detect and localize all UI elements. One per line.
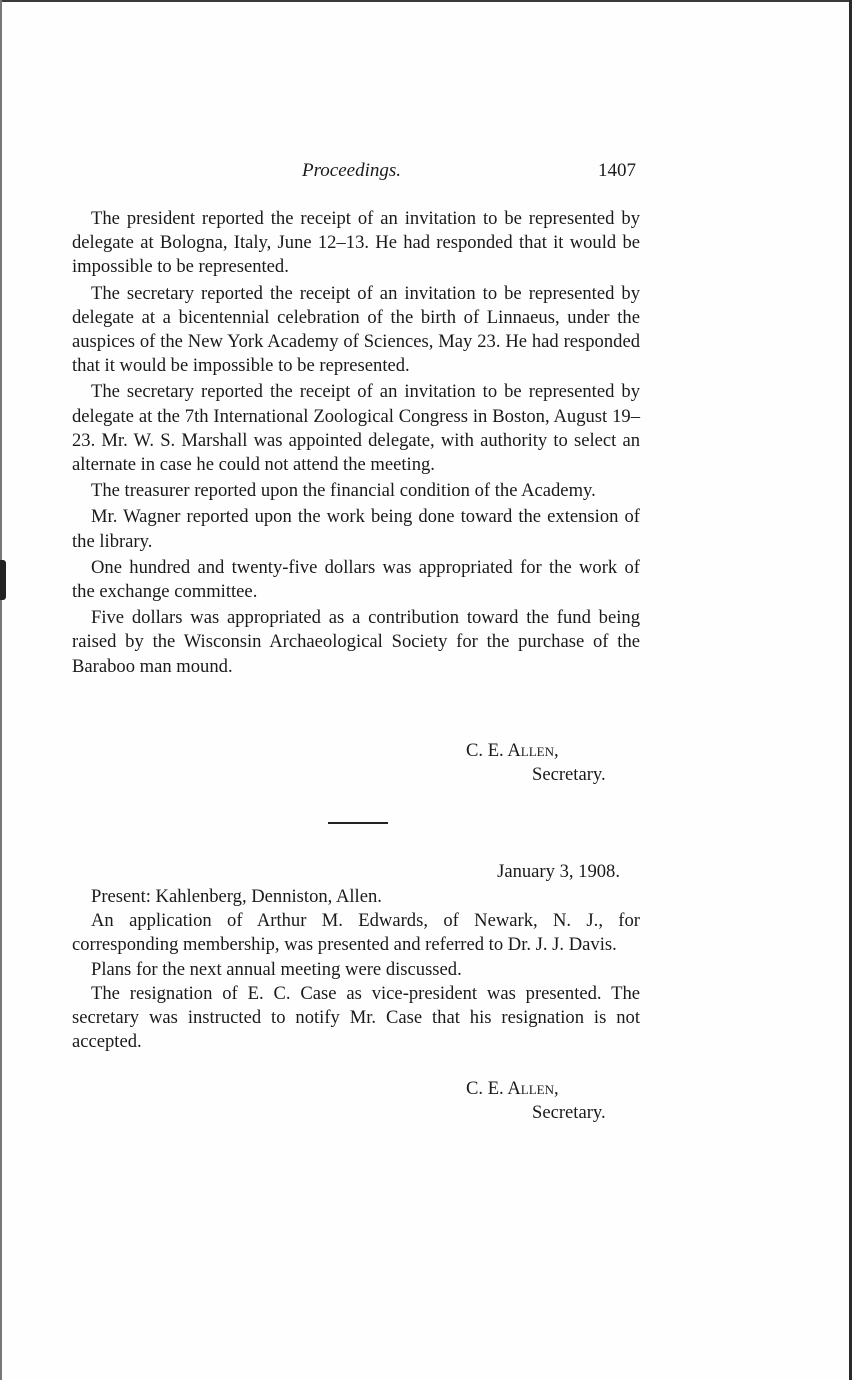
paragraph-zoological-congress: The secretary reported the receipt of an invitation to be represented by delegate at the 7th International Zoological Congress in Boston, August 19–23. Mr. W. S. Marshall was appointed delegate, with authority to select an alternate in case he could not attend the meeting. — [72, 381, 640, 476]
paragraph-present: Present: Kahlenberg, Denniston, Allen. — [91, 886, 382, 907]
paragraph-linnaeus-invitation: The secretary reported the receipt of an invitation to be represented by delegate at a bicentennial celebration of the birth of Linnaeus, under the auspices of the New York Academy of Sciences, May 23. He had responded that it would be impossible to be represented. — [72, 282, 640, 377]
signature-name-1: C. E. Allen, — [466, 740, 559, 761]
paragraph-treasurer-report: The treasurer reported upon the financial condition of the Academy. — [91, 480, 596, 502]
page-left-edge — [0, 0, 2, 1380]
section-divider — [328, 822, 388, 824]
page-header — [72, 160, 640, 188]
page-top-edge — [0, 0, 852, 2]
paragraph-edwards-application: An application of Arthur M. Edwards, of Newark, N. J., for corresponding membership, was presented and referred to Dr. J. J. Davis. — [72, 910, 640, 956]
paragraph-exchange-committee: One hundred and twenty-five dollars was appropriated for the work of the exchange committee. — [72, 556, 640, 603]
page-number: 1407 — [598, 160, 636, 181]
minutes-section-2 — [72, 885, 640, 1054]
signature-name-2: C. E. Allen, — [466, 1078, 559, 1099]
running-title: Proceedings. — [302, 160, 402, 181]
paragraph-case-resignation: The resignation of E. C. Case as vice-president was presented. The secretary was instructed to notify Mr. Case that his resignation is not accepted. — [72, 982, 640, 1053]
paragraph-baraboo-mound: Five dollars was appropriated as a contribution toward the fund being raised by the Wisconsin Archaeological Society for the purchase of the Baraboo man mound. — [72, 607, 640, 677]
binding-mark — [0, 560, 6, 600]
signature-title-2: Secretary. — [532, 1102, 606, 1123]
meeting-date: January 3, 1908. — [497, 861, 620, 882]
minutes-section-1 — [72, 207, 640, 679]
paragraph-annual-meeting: Plans for the next annual meeting were discussed. — [91, 958, 462, 980]
paragraph-library-extension: Mr. Wagner reported upon the work being done toward the extension of the library. — [72, 506, 640, 552]
signature-title-1: Secretary. — [532, 764, 606, 785]
paragraph-bologna-invitation: The president reported the receipt of an invitation to be represented by delegate at Bologna, Italy, June 12–13. He had responded that it would be impossible to be represented. — [72, 208, 640, 278]
